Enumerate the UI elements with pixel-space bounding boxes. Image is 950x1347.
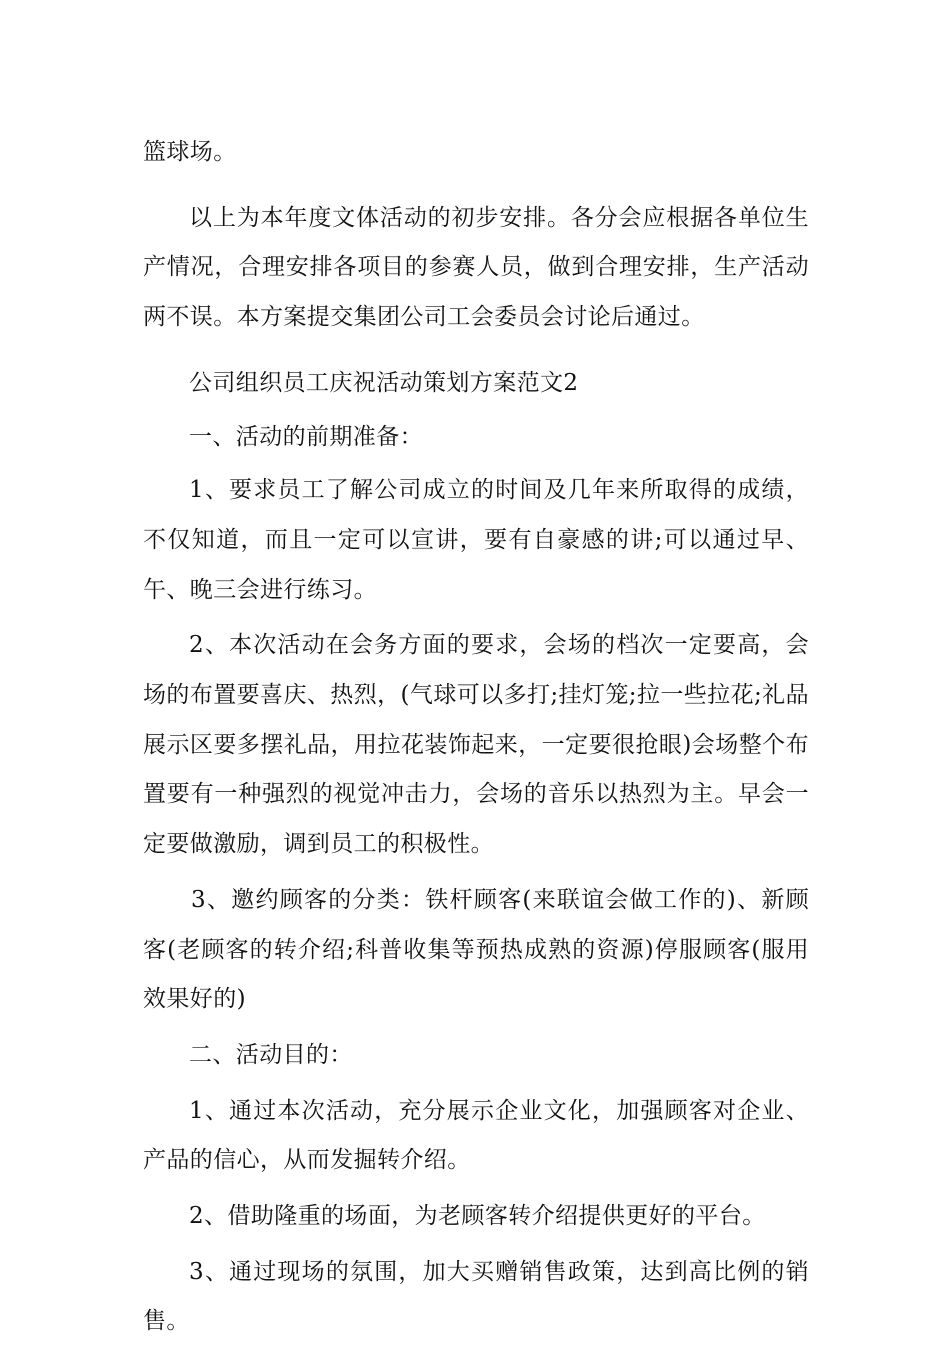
document-body [143, 128, 809, 1347]
paragraph-preparation-3: 3、邀约顾客的分类：铁杆顾客(来联谊会做工作的)、新顾客(老顾客的转介绍;科普收集等预热成熟的资源)停服顾客(服用效果好的) [143, 886, 809, 1013]
section-title-plan-2: 公司组织员工庆祝活动策划方案范文2 [189, 369, 579, 396]
paragraph-annual-arrangement: 以上为本年度文体活动的初步安排。各分会应根据各单位生产情况，合理安排各项目的参赛人员，做到合理安排，生产活动两不误。本方案提交集团公司工会委员会讨论后通过。 [143, 204, 809, 331]
paragraph-basketball-court: 篮球场。 [143, 139, 237, 165]
paragraph-purpose-1: 1、通过本次活动，充分展示企业文化，加强顾客对企业、产品的信心，从而发掘转介绍。 [143, 1097, 809, 1174]
heading-preparation: 一、活动的前期准备： [189, 423, 423, 450]
paragraph-purpose-2: 2、借助隆重的场面，为老顾客转介绍提供更好的平台。 [189, 1203, 766, 1230]
heading-activity-purpose: 二、活动目的： [189, 1041, 353, 1068]
paragraph-purpose-3: 3、通过现场的氛围，加大买赠销售政策，达到高比例的销售。 [143, 1258, 809, 1335]
paragraph-preparation-2: 2、本次活动在会务方面的要求，会场的档次一定要高，会场的布置要喜庆、热烈，(气球可以多打;挂灯笼;拉一些拉花;礼品展示区要多摆礼品，用拉花装饰起来，一定要很抢眼)会场整个布置要有一种强烈的视觉冲击力，会场的音乐以热烈为主。早会一定要做激励，调到员工的积极性。 [143, 632, 809, 858]
paragraph-preparation-1: 1、要求员工了解公司成立的时间及几年来所取得的成绩，不仅知道，而且一定可以宣讲，要有自豪感的讲;可以通过早、午、晚三会进行练习。 [143, 477, 809, 603]
